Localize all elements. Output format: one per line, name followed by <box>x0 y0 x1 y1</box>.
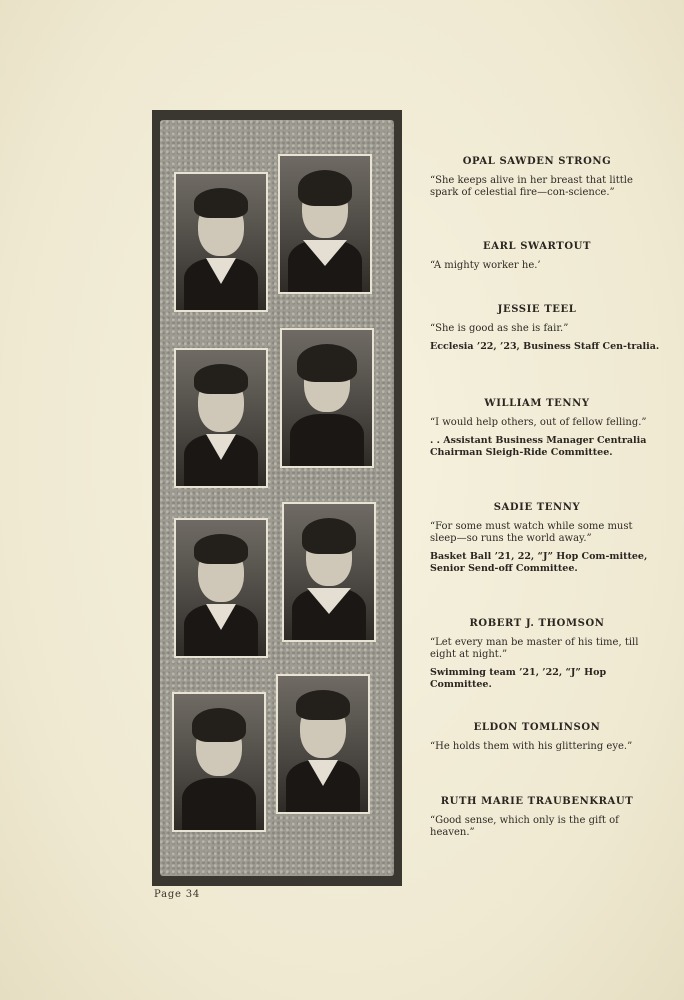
portrait-photo-7 <box>172 692 266 832</box>
portrait-photo-1 <box>174 172 268 312</box>
entry-activities: Swimming team ’21, ’22, “J” Hop Committee. <box>430 667 607 690</box>
entry-ruth-marie-traubenkraut <box>412 796 662 845</box>
portrait-photo-2 <box>278 154 372 294</box>
entry-name: JESSIE TEEL <box>497 304 577 315</box>
entry-quote: “She is good as she is fair.” <box>430 323 569 334</box>
entry-activities: Basket Ball ’21, 22, “J” Hop Com-mittee, Senior Send-off Committee. <box>430 551 648 574</box>
entry-quote: “Good sense, which only is the gift of heaven.” <box>430 815 619 838</box>
page-number: Page 34 <box>154 889 201 900</box>
entry-quote: “Let every man be master of his time, till eight at night.” <box>430 637 639 660</box>
entry-name: WILLIAM TENNY <box>484 398 590 409</box>
entry-jessie-teel <box>412 304 662 353</box>
entry-quote: “She keeps alive in her breast that little spark of celestial fire—con-science.” <box>430 175 633 198</box>
entry-name: RUTH MARIE TRAUBENKRAUT <box>440 796 634 807</box>
entry-activities: Ecclesia ’22, ’23, Business Staff Cen-tralia. <box>430 341 660 352</box>
entry-name: ELDON TOMLINSON <box>473 722 601 733</box>
portrait-photo-3 <box>174 348 268 488</box>
entry-quote: “For some must watch while some must sleep—so runs the world away.” <box>430 521 633 544</box>
entry-quote: “He holds them with his glittering eye.” <box>430 741 633 752</box>
entry-william-tenny <box>412 398 662 459</box>
entry-name: OPAL SAWDEN STRONG <box>462 156 612 167</box>
portrait-photo-5 <box>174 518 268 658</box>
entry-quote: “A mighty worker he.’ <box>430 260 541 271</box>
entry-earl-swartout <box>412 241 662 278</box>
portrait-photo-8 <box>276 674 370 814</box>
entry-name: ROBERT J. THOMSON <box>469 618 605 629</box>
entry-opal-sawden-strong <box>412 156 662 205</box>
entry-name: EARL SWARTOUT <box>482 241 592 252</box>
entry-sadie-tenny <box>412 502 662 575</box>
entry-name: SADIE TENNY <box>493 502 581 513</box>
portrait-photo-6 <box>282 502 376 642</box>
entry-activities: . . Assistant Business Manager Centralia Chairman Sleigh-Ride Committee. <box>430 435 647 458</box>
entry-robert-thomson <box>412 618 662 691</box>
entry-eldon-tomlinson <box>412 722 662 759</box>
photo-panel <box>152 110 402 886</box>
portrait-photo-4 <box>280 328 374 468</box>
entry-quote: “I would help others, out of fellow felling.” <box>430 417 647 428</box>
